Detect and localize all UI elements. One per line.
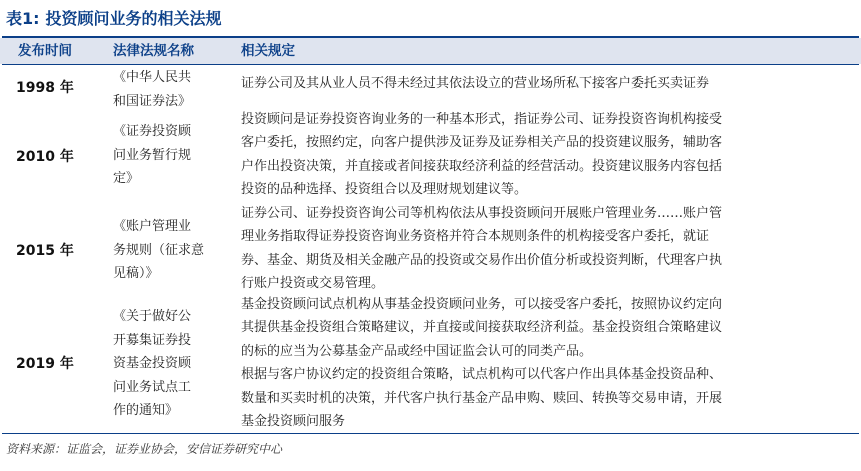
row-year: 2015 年 [16, 243, 74, 259]
header-regulation: 相关规定 [241, 43, 295, 59]
row-law-name [113, 215, 221, 286]
law-line: 资基金投资顾 [113, 356, 192, 371]
table-header [0, 38, 861, 64]
row-year: 2019 年 [16, 356, 74, 372]
source-note: 资料来源：证监会，证券业协会，安信证券研究中心 [6, 442, 283, 456]
law-line: 开募集证券投 [113, 332, 192, 348]
row-regulation [241, 108, 841, 202]
law-line: 问业务试点工 [113, 379, 192, 395]
regulation-line: 证券公司及其从业人员不得未经过其依法设立的营业场所私下接客户委托买卖证券 [241, 76, 710, 91]
bottom-rule [2, 433, 859, 434]
regulation-line: 客户委托，按照约定，向客户提供涉及证券及证券相关产品的投资建议服务，辅助客 [241, 135, 723, 151]
row-law-name [113, 120, 221, 191]
law-line: 务规则（征求意 [113, 242, 205, 258]
header-date: 发布时间 [18, 43, 72, 59]
row-year: 1998 年 [16, 80, 74, 96]
regulation-line: 行账户投资或交易管理。 [241, 276, 385, 292]
table-title-text: 投资顾问业务的相关法规 [45, 9, 222, 28]
row-law-name [113, 305, 221, 423]
row-regulation [241, 293, 841, 433]
regulation-line: 证券公司、证券投资咨询公司等机构依法从事投资顾问开展账户管理业务……账户管 [241, 206, 723, 221]
law-line: 和国证券法》 [113, 93, 192, 109]
regulation-line: 券、基金、期货及相关金融产品的投资或交易作出价值分析或投资判断，代理客户执 [241, 252, 723, 268]
regulation-line: 户作出投资决策，并直接或者间接获取经济利益的经营活动。投资建议服务内容包括 [241, 158, 723, 174]
row-law-name [113, 66, 221, 113]
regulation-line: 理业务指取得证券投资咨询业务资格并符合本规则条件的机构接受客户委托，就证 [241, 229, 710, 245]
regulation-line: 投资的品种选择、投资组合以及理财规划建议等。 [241, 182, 528, 198]
law-line: 问业务暂行规 [113, 147, 192, 163]
law-line: 《关于做好公 [113, 309, 192, 324]
law-line: 《证券投资顾 [113, 124, 192, 139]
header-rule [2, 64, 859, 65]
regulation-line: 其提供基金投资组合策略建议，并直接或间接获取经济利益。基金投资组合策略建议 [241, 320, 723, 336]
row-regulation [241, 202, 841, 296]
regulation-line: 基金投资顾问试点机构从事基金投资顾问业务，可以接受客户委托，按照协议约定向 [241, 297, 723, 312]
table-title [6, 6, 222, 32]
regulation-line: 基金投资顾问服务 [241, 414, 346, 430]
law-line: 《账户管理业 [113, 219, 192, 234]
law-line: 作的通知》 [113, 403, 179, 418]
regulation-line: 的标的应当为公募基金产品或经中国证监会认可的同类产品。 [241, 343, 593, 359]
row-year: 2010 年 [16, 149, 74, 165]
law-line: 《中华人民共 [113, 70, 192, 85]
regulation-line: 数量和买卖时机的决策，并代客户执行基金产品申购、赎回、转换等交易申请，开展 [241, 390, 723, 406]
law-line: 定》 [113, 171, 140, 186]
table-number: 表1: [6, 9, 40, 28]
regulation-line: 投资顾问是证券投资咨询业务的一种基本形式，指证券公司、证券投资咨询机构接受 [241, 112, 723, 127]
row-regulation [241, 72, 841, 95]
regulation-line: 根据与客户协议约定的投资组合策略，试点机构可以代客户作出具体基金投资品种、 [241, 367, 723, 383]
header-law-name: 法律法规名称 [113, 43, 194, 59]
law-line: 见稿）》 [113, 266, 159, 281]
